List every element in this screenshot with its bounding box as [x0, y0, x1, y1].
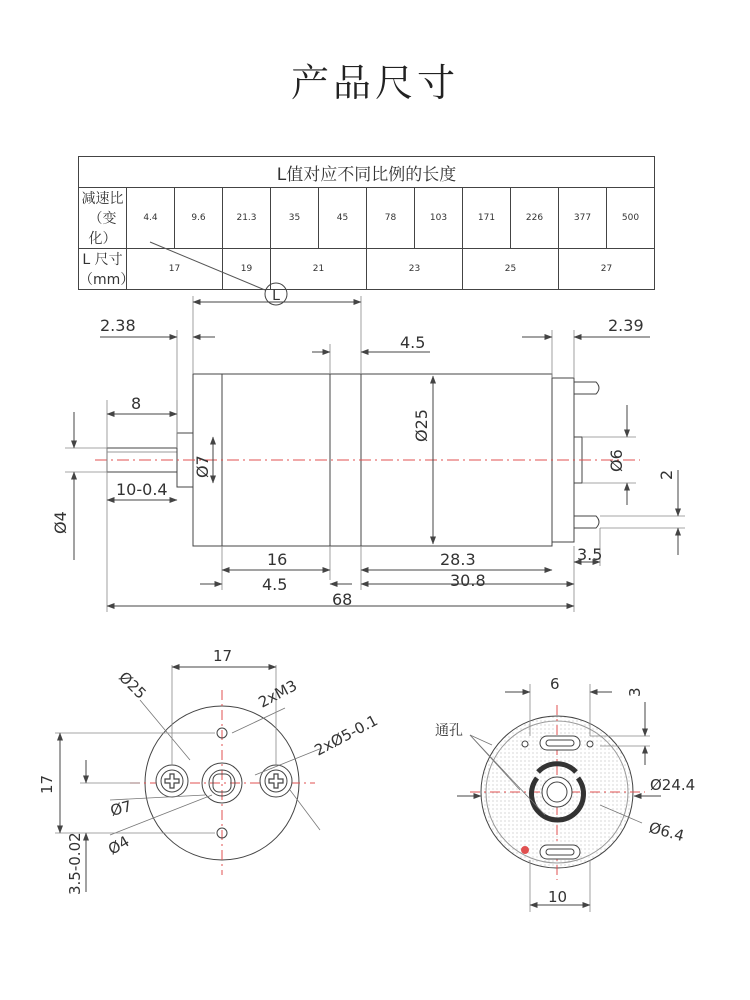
dim-4-5-bottom: 4.5	[262, 575, 288, 594]
screw-left	[156, 765, 188, 797]
rear-view	[457, 684, 661, 912]
screw-right	[260, 765, 292, 797]
dim-16: 16	[267, 550, 288, 569]
dim-30-8: 30.8	[450, 571, 486, 590]
front-dim-d4: Ø4	[105, 832, 133, 859]
ratio-cell: 78	[367, 188, 415, 249]
dim-2-39: 2.39	[608, 316, 644, 335]
ratio-cell: 226	[511, 188, 559, 249]
rear-dim-d6-4: Ø6.4	[646, 818, 687, 846]
rear-dim-10: 10	[548, 888, 568, 906]
dim-3-5: 3.5	[577, 545, 603, 564]
ratio-cell: 35	[271, 188, 319, 249]
dim-2: 2	[657, 469, 676, 480]
front-dim-17: 17	[213, 647, 233, 665]
table-caption: L值对应不同比例的长度	[79, 157, 655, 188]
ratio-cell: 4.4	[127, 188, 175, 249]
dim-28-3: 28.3	[440, 550, 476, 569]
ratio-cell: 45	[319, 188, 367, 249]
terminal-bottom	[574, 516, 599, 528]
rear-dim-6: 6	[550, 675, 560, 693]
length-cell: 25	[463, 249, 559, 290]
dim-d25: Ø25	[412, 409, 431, 442]
dim-10-0-4: 10-0.4	[116, 480, 168, 499]
front-dim-hole: 2xØ5-0.1	[311, 711, 381, 760]
ratio-cell: 21.3	[223, 188, 271, 249]
rear-dim-3: 3	[626, 687, 644, 697]
front-dim-d7: Ø7	[108, 796, 134, 820]
length-cell: 27	[559, 249, 655, 290]
ratio-cell: 500	[607, 188, 655, 249]
length-cell: 19	[223, 249, 271, 290]
dim-4-5-top: 4.5	[400, 333, 426, 352]
ratio-cell: 171	[463, 188, 511, 249]
ratio-cell: 103	[415, 188, 463, 249]
dim-8: 8	[131, 394, 142, 413]
length-header: L 尺寸（mm）	[79, 249, 127, 290]
ratio-header: 减速比（变化）	[79, 188, 127, 249]
front-dim-3-5: 3.5-0.02	[66, 832, 84, 895]
rear-dim-d24-4: Ø24.4	[650, 776, 696, 794]
dim-2-38: 2.38	[100, 316, 136, 335]
front-dim-17-left: 17	[38, 774, 56, 794]
callout-label: L	[272, 288, 280, 304]
dim-d7: Ø7	[193, 455, 212, 478]
page-title: 产品尺寸	[290, 61, 459, 105]
front-dim-m3: 2xM3	[255, 676, 300, 712]
front-dim-d25: Ø25	[115, 668, 150, 703]
dim-d6: Ø6	[607, 449, 626, 472]
ratio-cell: 9.6	[175, 188, 223, 249]
dim-68: 68	[332, 590, 353, 609]
length-cell: 17	[127, 249, 223, 290]
dim-d4: Ø4	[51, 511, 70, 534]
terminal-top	[574, 382, 599, 394]
ratio-cell: 377	[559, 188, 607, 249]
rear-through-hole: 通孔	[435, 723, 463, 739]
length-cell: 21	[271, 249, 367, 290]
length-cell: 23	[367, 249, 463, 290]
